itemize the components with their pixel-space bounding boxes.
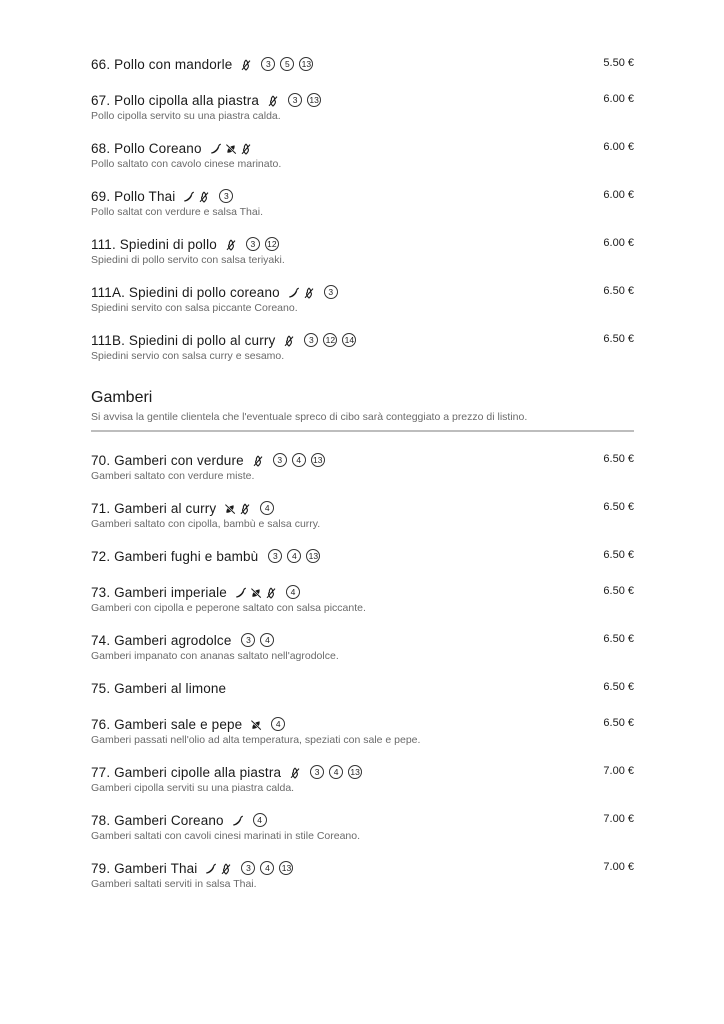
menu-item-price: 6.00 €: [603, 189, 634, 201]
gluten-free-icon: [225, 238, 237, 250]
menu-item-description: Gamberi saltati serviti in salsa Thai.: [91, 878, 257, 890]
menu-item-header: [91, 676, 634, 700]
menu-item: [91, 232, 634, 267]
chili-pepper-icon: [288, 286, 300, 298]
allergen-badge: 3: [288, 93, 302, 107]
menu-item: [91, 544, 634, 568]
allergen-badge: 13: [307, 93, 321, 107]
allergen-badge: 3: [273, 453, 287, 467]
menu-item-description: Gamberi saltato con verdure miste.: [91, 470, 255, 482]
allergen-badge: 4: [260, 633, 274, 647]
chili-pepper-icon: [232, 814, 244, 826]
menu-item: [91, 328, 634, 363]
menu-item-name: 74. Gamberi agrodolce: [91, 632, 232, 648]
menu-item-icons: [210, 142, 252, 154]
menu-item-description: Pollo saltat con verdure e salsa Thai.: [91, 206, 263, 218]
menu-item-price: 6.00 €: [603, 237, 634, 249]
menu-item-icons: [224, 501, 274, 515]
menu-item-description: Spiedini servio con salsa curry e sesamo.: [91, 350, 285, 362]
menu-item: [91, 676, 634, 700]
menu-item-price: 6.50 €: [603, 717, 634, 729]
allergen-badge: 12: [265, 237, 279, 251]
menu-item-description: Gamberi saltato con cipolla, bambù e salsa curry.: [91, 518, 321, 530]
menu-item-price: 6.50 €: [603, 633, 634, 645]
menu-item-icons: [289, 765, 362, 779]
allergen-badge: 3: [310, 765, 324, 779]
menu-item-price: 7.00 €: [603, 813, 634, 825]
menu-item-price: 7.00 €: [603, 765, 634, 777]
menu-item-icons: [240, 57, 313, 71]
gluten-free-icon: [220, 862, 232, 874]
allergen-badge: 3: [241, 861, 255, 875]
menu-item-description: Gamberi passati nell'olio ad alta temperatura, speziati con sale e pepe.: [91, 734, 421, 746]
menu-item-name: 111B. Spiedini di pollo al curry: [91, 332, 276, 348]
allergen-badge: 3: [246, 237, 260, 251]
menu-item-icons: [252, 453, 325, 467]
menu-item-name: 78. Gamberi Coreano: [91, 812, 224, 828]
crossed-leaf-icon: [225, 142, 237, 154]
menu-item-price: 6.50 €: [603, 585, 634, 597]
menu-item-name: 76. Gamberi sale e pepe: [91, 716, 243, 732]
allergen-badge: 3: [304, 333, 318, 347]
menu-item-description: Gamberi impanato con ananas saltato nell'agrodolce.: [91, 650, 339, 662]
menu-item: [91, 808, 634, 843]
chili-pepper-icon: [210, 142, 222, 154]
menu-item: [91, 760, 634, 795]
allergen-badge: 3: [324, 285, 338, 299]
section-title: Gamberi: [91, 389, 153, 406]
menu-item-name: 70. Gamberi con verdure: [91, 452, 244, 468]
menu-item: [91, 496, 634, 531]
menu-item: [91, 856, 634, 891]
menu-item-price: 6.50 €: [603, 453, 634, 465]
allergen-badge: 4: [287, 549, 301, 563]
menu-item-description: Gamberi con cipolla e peperone saltato con salsa piccante.: [91, 602, 366, 614]
allergen-badge: 13: [306, 549, 320, 563]
menu-item-name: 67. Pollo cipolla alla piastra: [91, 92, 260, 108]
gluten-free-icon: [265, 586, 277, 598]
allergen-badge: 4: [260, 501, 274, 515]
menu-item-name: 73. Gamberi imperiale: [91, 584, 227, 600]
gluten-free-icon: [283, 334, 295, 346]
menu-item-price: 6.50 €: [603, 285, 634, 297]
section-note: Si avvisa la gentile clientela che l'eventuale spreco di cibo sarà conteggiato a prezzo di listino.: [91, 411, 528, 423]
menu-item-icons: [183, 189, 233, 203]
menu-item-name: 72. Gamberi fughi e bambù: [91, 548, 259, 564]
menu-item-icons: [232, 813, 267, 827]
menu-item-description: Gamberi saltati con cavoli cinesi marinati in stile Coreano.: [91, 830, 361, 842]
menu-item-name: 68. Pollo Coreano: [91, 140, 202, 156]
allergen-badge: 3: [219, 189, 233, 203]
menu-item-description: Spiedini servito con salsa piccante Coreano.: [91, 302, 298, 314]
menu-item-price: 5.50 €: [603, 57, 634, 69]
menu-item: [91, 136, 634, 171]
allergen-badge: 4: [253, 813, 267, 827]
allergen-badge: 3: [261, 57, 275, 71]
menu-item-price: 6.00 €: [603, 141, 634, 153]
menu-item: [91, 52, 634, 76]
menu-item-description: Spiedini di pollo servito con salsa teriyaki.: [91, 254, 285, 266]
allergen-badge: 12: [323, 333, 337, 347]
crossed-leaf-icon: [250, 586, 262, 598]
gluten-free-icon: [239, 502, 251, 514]
chili-pepper-icon: [183, 190, 195, 202]
allergen-badge: 13: [299, 57, 313, 71]
gluten-free-icon: [252, 454, 264, 466]
menu-item-icons: [266, 549, 320, 563]
menu-item-price: 7.00 €: [603, 861, 634, 873]
section-divider: [91, 430, 634, 432]
allergen-badge: 3: [268, 549, 282, 563]
crossed-leaf-icon: [224, 502, 236, 514]
menu-item: [91, 628, 634, 663]
menu-item-icons: [283, 333, 356, 347]
gluten-free-icon: [240, 58, 252, 70]
menu-item-icons: [205, 861, 293, 875]
menu-item-price: 6.50 €: [603, 333, 634, 345]
menu-item: [91, 580, 634, 615]
chili-pepper-icon: [235, 586, 247, 598]
menu-item-name: 111A. Spiedini di pollo coreano: [91, 284, 280, 300]
menu-item-description: Pollo saltato con cavolo cinese marinato.: [91, 158, 282, 170]
menu-item-name: 111. Spiedini di pollo: [91, 236, 217, 252]
allergen-badge: 5: [280, 57, 294, 71]
menu-item-name: 71. Gamberi al curry: [91, 500, 217, 516]
menu-section: [91, 52, 634, 363]
allergen-badge: 4: [292, 453, 306, 467]
menu-item-name: 77. Gamberi cipolle alla piastra: [91, 764, 282, 780]
allergen-badge: 13: [279, 861, 293, 875]
allergen-badge: 4: [329, 765, 343, 779]
menu-item: [91, 712, 634, 747]
crossed-leaf-icon: [250, 718, 262, 730]
menu-item-name: 75. Gamberi al limone: [91, 680, 227, 696]
menu-item-header: [91, 544, 634, 568]
menu-page: [91, 52, 634, 904]
menu-item: [91, 88, 634, 123]
menu-item-price: 6.50 €: [603, 501, 634, 513]
gluten-free-icon: [198, 190, 210, 202]
chili-pepper-icon: [205, 862, 217, 874]
allergen-badge: 4: [286, 585, 300, 599]
menu-item-description: Gamberi cipolla serviti su una piastra calda.: [91, 782, 295, 794]
menu-item: [91, 184, 634, 219]
menu-section: [91, 387, 634, 891]
allergen-badge: 4: [260, 861, 274, 875]
allergen-badge: 13: [348, 765, 362, 779]
allergen-badge: 13: [311, 453, 325, 467]
menu-item-icons: [250, 717, 285, 731]
menu-item-price: 6.50 €: [603, 681, 634, 693]
menu-item-icons: [235, 585, 300, 599]
allergen-badge: 3: [241, 633, 255, 647]
menu-item-name: 79. Gamberi Thai: [91, 860, 198, 876]
menu-item-price: 6.00 €: [603, 93, 634, 105]
allergen-badge: 4: [271, 717, 285, 731]
menu-item-header: [91, 52, 634, 76]
gluten-free-icon: [303, 286, 315, 298]
menu-item-icons: [225, 237, 279, 251]
gluten-free-icon: [240, 142, 252, 154]
menu-item-description: Pollo cipolla servito su una piastra calda.: [91, 110, 281, 122]
menu-item: [91, 280, 634, 315]
menu-item-price: 6.50 €: [603, 549, 634, 561]
allergen-badge: 14: [342, 333, 356, 347]
menu-item-name: 66. Pollo con mandorle: [91, 56, 233, 72]
menu-item-icons: [239, 633, 274, 647]
menu-item-name: 69. Pollo Thai: [91, 188, 176, 204]
menu-item: [91, 448, 634, 483]
gluten-free-icon: [289, 766, 301, 778]
menu-item-icons: [267, 93, 321, 107]
gluten-free-icon: [267, 94, 279, 106]
menu-item-icons: [288, 285, 338, 299]
